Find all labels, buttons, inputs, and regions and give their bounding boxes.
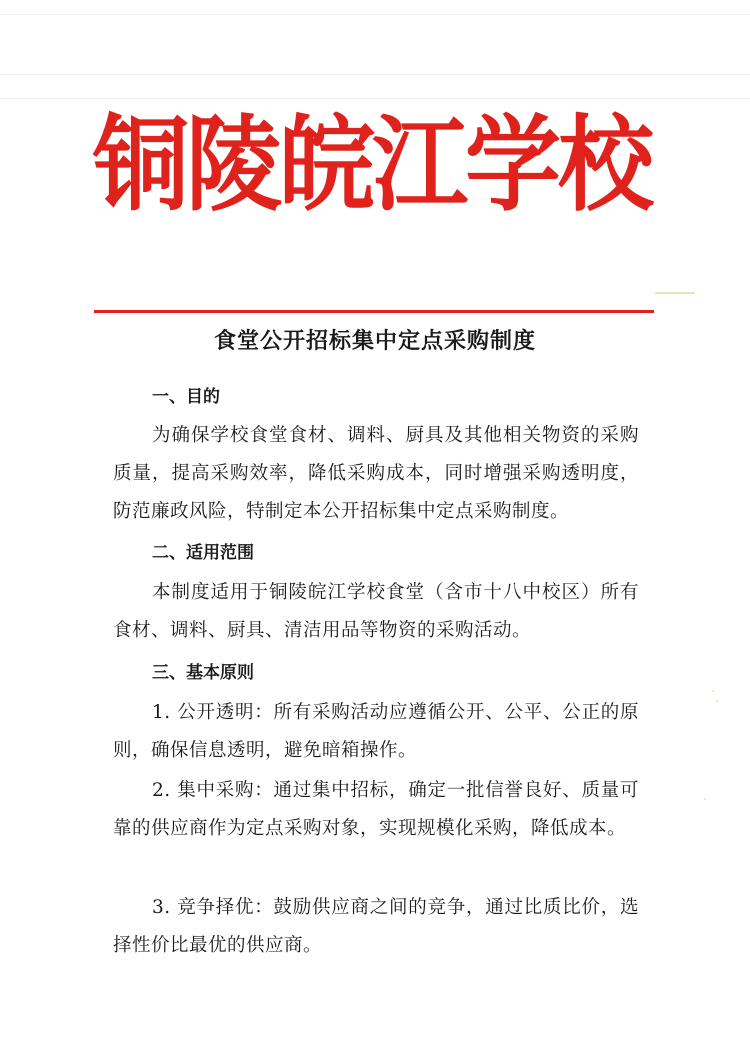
paragraph-purpose: 为确保学校食堂食材、调料、厨具及其他相关物资的采购质量，提高采购效率，降低采购成本，同时增强采购透明度，防范廉政风险，特制定本公开招标集中定点采购制度。 xyxy=(113,425,639,522)
scan-speck xyxy=(712,690,714,692)
scan-artifact-line xyxy=(0,74,750,75)
paragraph-scope: 本制度适用于铜陵皖江学校食堂（含市十八中校区）所有食材、调料、厨具、清洁用品等物资的采购活动。 xyxy=(113,582,639,641)
scan-speck xyxy=(655,292,695,294)
scan-speck xyxy=(716,700,718,702)
paragraph-principle-centralized: 2. 集中采购：通过集中招标，确定一批信誉良好、质量可靠的供应商作为定点采购对象，实现规模化采购，降低成本。 xyxy=(113,780,639,839)
document-title: 食堂公开招标集中定点采购制度 xyxy=(213,329,536,354)
letterhead-divider xyxy=(94,310,654,313)
paragraph-principle-transparency: 1. 公开透明：所有采购活动应遵循公开、公平、公正的原则，确保信息透明，避免暗箱操作。 xyxy=(113,702,639,761)
scan-speck xyxy=(704,798,706,800)
paragraph-principle-competition: 3. 竞争择优：鼓励供应商之间的竞争，通过比质比价，选择性价比最优的供应商。 xyxy=(113,897,639,956)
scan-artifact-line xyxy=(0,14,750,15)
section-heading-principles: 三、基本原则 xyxy=(152,663,254,683)
section-heading-scope: 二、适用范围 xyxy=(152,543,254,563)
section-heading-purpose: 一、目的 xyxy=(152,387,220,407)
letterhead-school-name: 铜陵皖江学校 xyxy=(93,104,651,226)
